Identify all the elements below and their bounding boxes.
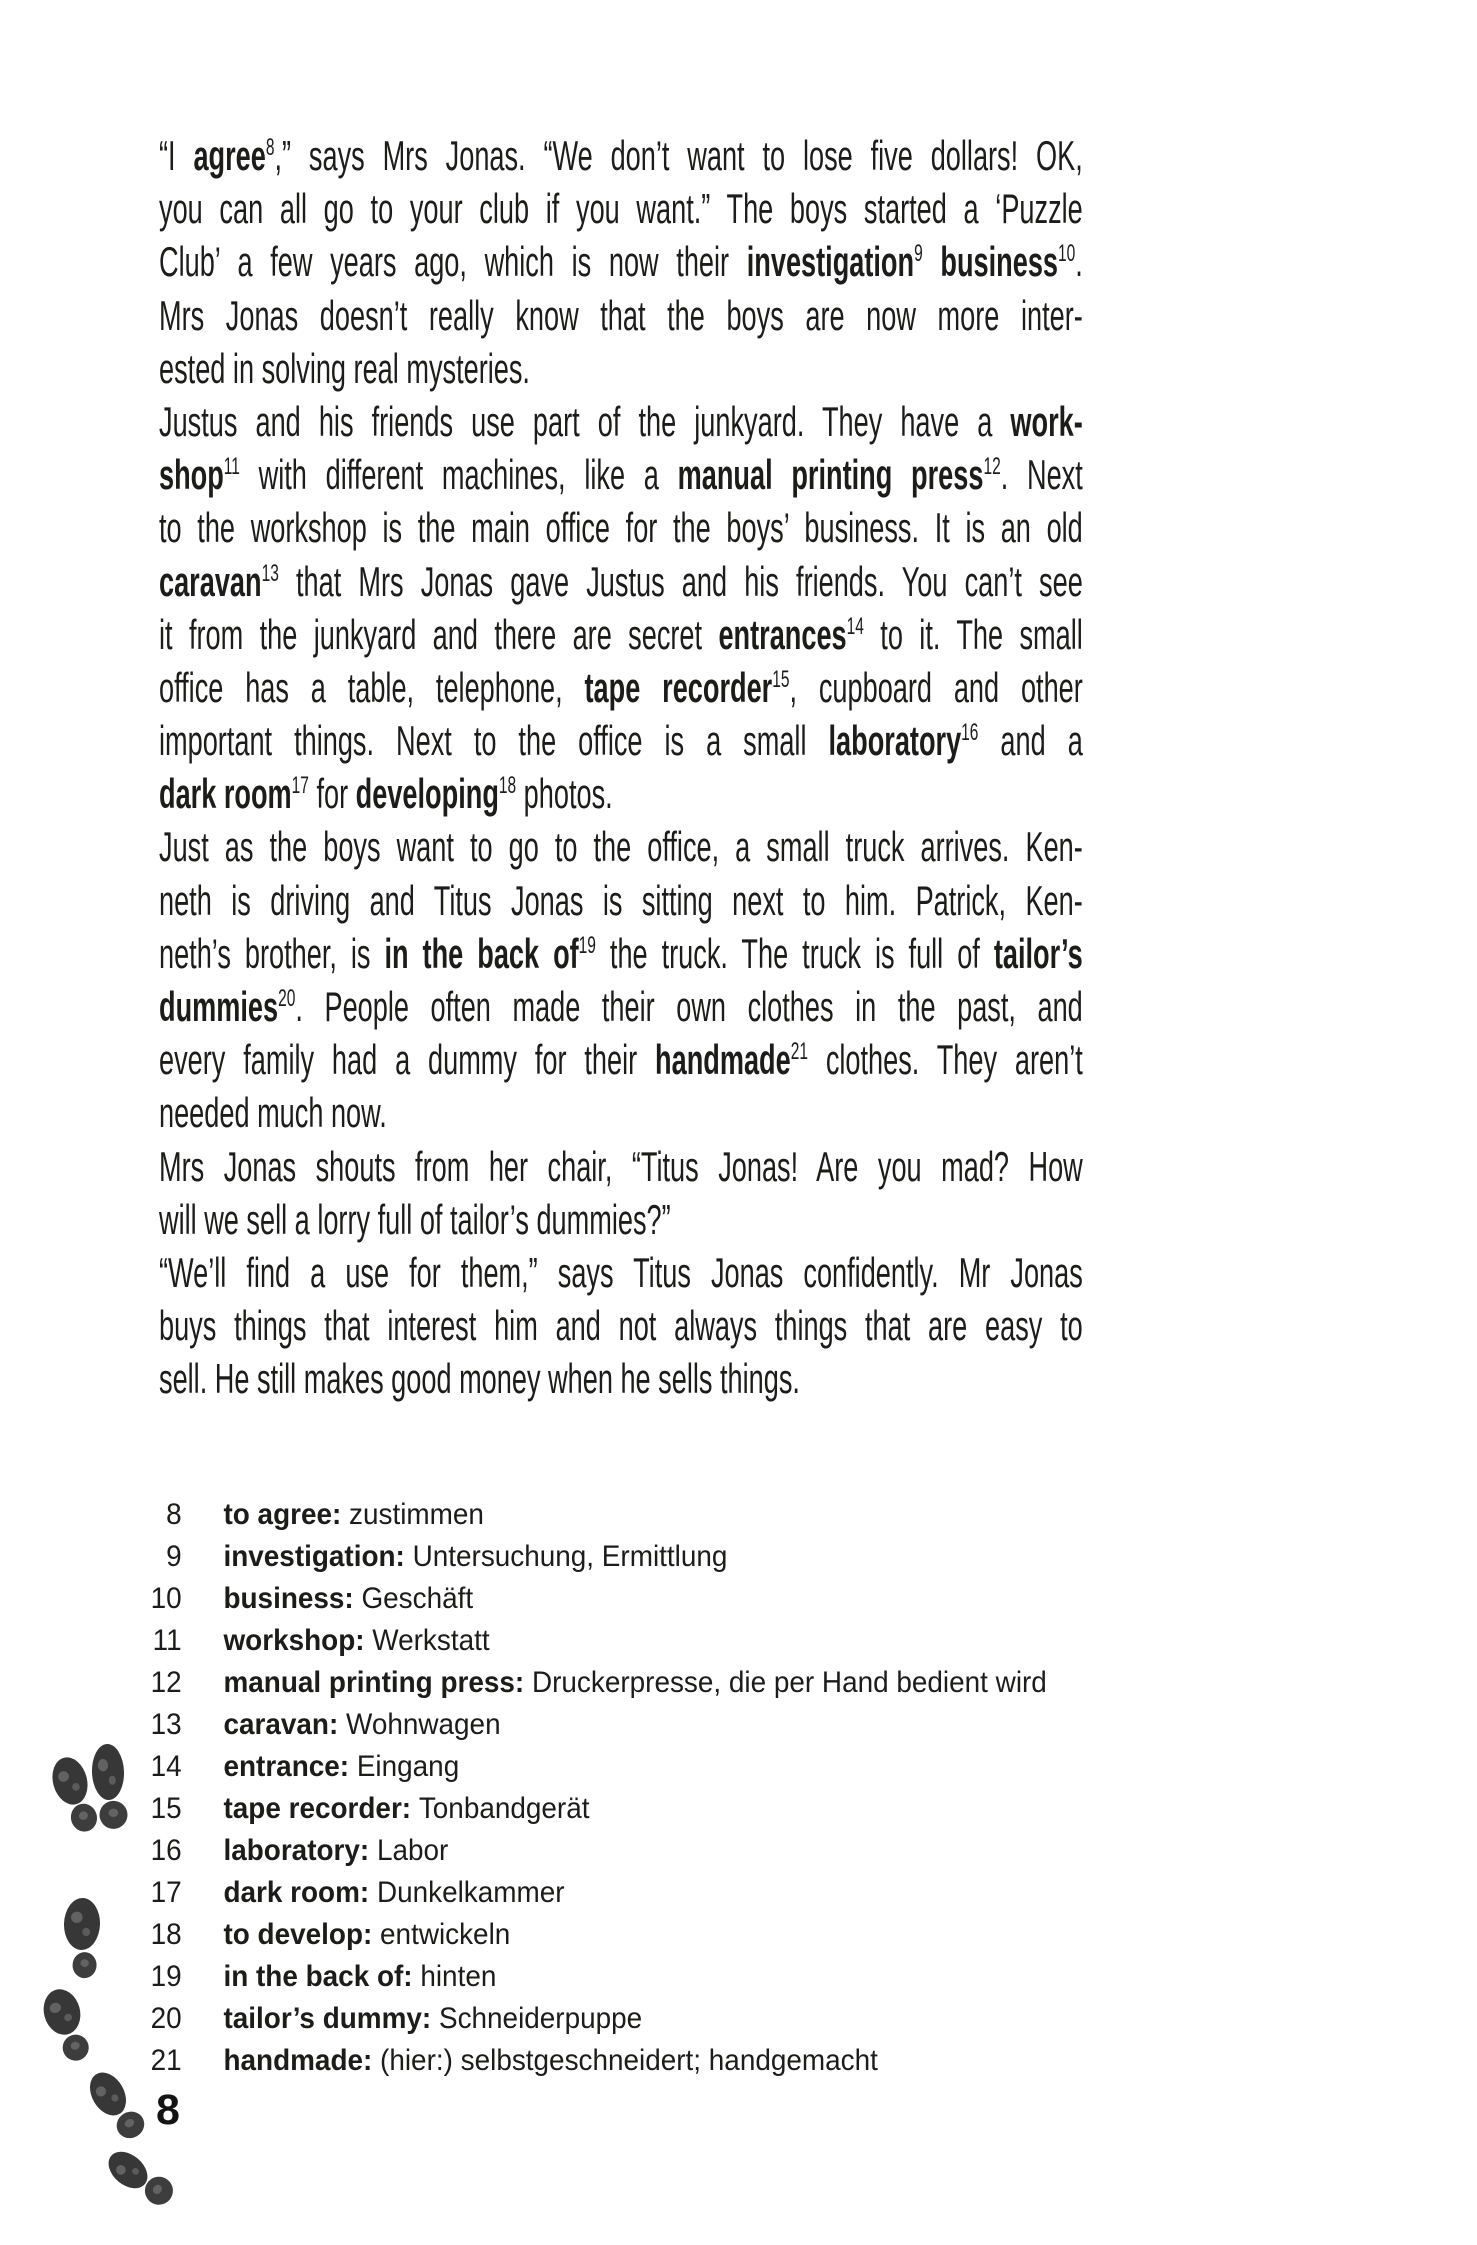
footnote-number: 12 xyxy=(150,1666,182,1699)
footnote-number: 16 xyxy=(150,1834,182,1867)
footprint-heel xyxy=(139,2171,178,2210)
text-line xyxy=(159,874,1083,927)
footnote-term: investigation: xyxy=(223,1540,413,1573)
text-line xyxy=(159,289,1083,342)
footnote-term: workshop: xyxy=(223,1624,373,1657)
footprint-texture xyxy=(151,2183,164,2196)
text-run: Club’ a few years ago, which is now their xyxy=(159,238,747,286)
footnote-row xyxy=(150,1536,1080,1578)
footnote-term: entrance: xyxy=(223,1750,357,1783)
footnote-row xyxy=(150,1830,1080,1872)
text-run: ested in solving real mysteries. xyxy=(159,344,530,392)
text-line xyxy=(159,342,1083,395)
footnote-ref: 8 xyxy=(265,134,275,161)
footprint-texture xyxy=(48,2001,62,2014)
footprint-texture xyxy=(71,1782,80,1791)
text-run: important things. Next to the office is a small xyxy=(159,717,829,765)
footnote-number: 10 xyxy=(150,1582,182,1615)
vocab-term: tape recorder xyxy=(584,663,773,711)
text-run: photos. xyxy=(516,770,613,818)
text-line xyxy=(159,927,1083,980)
vocab-term: agree xyxy=(193,132,266,179)
footnote-ref: 11 xyxy=(223,453,240,481)
text-run: the truck. The truck is full of xyxy=(595,929,994,977)
footprint-texture xyxy=(109,1776,116,1785)
text-line xyxy=(159,714,1083,767)
paragraph xyxy=(159,1246,1083,1406)
footnote-text xyxy=(223,1998,1080,2040)
vocab-term: tailor’s xyxy=(993,929,1083,977)
footprint-heel xyxy=(60,2032,92,2064)
footnote-row xyxy=(150,1746,1080,1788)
footprint-texture xyxy=(57,1770,70,1783)
footnote-text xyxy=(223,1620,1080,1662)
text-run: . People often made their own clothes in the past, and xyxy=(295,983,1083,1030)
footnote-definition: entwickeln xyxy=(380,1918,511,1951)
footnote-row xyxy=(150,1494,1080,1536)
footnote-row xyxy=(150,1788,1080,1830)
vocab-term: investigation xyxy=(746,238,915,286)
text-line xyxy=(159,608,1083,661)
footnote-text xyxy=(223,1536,1080,1578)
text-line xyxy=(159,980,1083,1033)
footnote-ref: 17 xyxy=(291,772,309,800)
vocab-term: developing xyxy=(355,770,499,818)
footprint-heel xyxy=(72,1952,97,1979)
text-run: buys things that interest him and not always things that are easy to xyxy=(159,1302,1083,1350)
footnote-definition: Schneiderpuppe xyxy=(438,2002,643,2035)
footnote-text xyxy=(223,1578,1080,1620)
footnote-term: in the back of: xyxy=(223,1960,421,1993)
text-line xyxy=(159,1086,1083,1139)
text-line xyxy=(159,820,1083,873)
footnote-definition: Druckerpresse, die per Hand bedient wird xyxy=(531,1666,1047,1699)
vocab-term: manual printing press xyxy=(677,451,984,499)
text-run: and a xyxy=(978,717,1083,765)
footnote-definition: Untersuchung, Ermittlung xyxy=(412,1540,728,1573)
page-number: 8 xyxy=(156,2086,180,2134)
footnote-text xyxy=(223,1830,1080,1872)
footnote-text xyxy=(223,2040,1080,2082)
text-run: . Next xyxy=(1000,451,1083,499)
footnote-ref: 12 xyxy=(983,453,1001,481)
text-run: ,” says Mrs Jonas. “We don’t want to lose five dollars! OK, xyxy=(274,132,1083,179)
footnote-definition: Geschäft xyxy=(361,1582,474,1615)
footnote-text xyxy=(223,1914,1080,1956)
footnote-text xyxy=(223,1494,1080,1536)
text-line xyxy=(159,501,1083,554)
footprint-texture xyxy=(63,2013,73,2022)
footprint-texture xyxy=(114,2163,128,2177)
text-line xyxy=(159,1140,1083,1193)
footprint-icon xyxy=(39,1985,93,2066)
text-run xyxy=(923,238,941,285)
footnote-term: dark room: xyxy=(223,1876,377,1909)
footnote-ref: 19 xyxy=(578,931,596,959)
footnote-number: 20 xyxy=(150,2002,182,2035)
text-line xyxy=(159,661,1083,714)
footnote-row xyxy=(150,1578,1080,1620)
footnote-number: 19 xyxy=(150,1960,182,1993)
footprint-texture xyxy=(131,2167,141,2177)
story-text xyxy=(159,129,1083,1406)
text-line xyxy=(159,1193,1083,1246)
footnote-row xyxy=(150,1872,1080,1914)
footprint-texture xyxy=(123,2117,135,2129)
footnote-definition: zustimmen xyxy=(349,1498,484,1531)
footnote-row xyxy=(150,1620,1080,1662)
text-line xyxy=(159,395,1083,448)
footnote-text xyxy=(223,1746,1080,1788)
text-line xyxy=(159,182,1083,235)
paragraph xyxy=(159,129,1083,395)
footnote-text xyxy=(223,1788,1080,1830)
footnote-text xyxy=(223,1704,1080,1746)
footnote-text xyxy=(223,1872,1080,1914)
footprint-texture xyxy=(110,2093,120,2103)
text-line xyxy=(159,1352,1083,1405)
footprint-icon xyxy=(102,2142,179,2214)
text-run: office has a table, telephone, xyxy=(159,663,585,711)
footnote-number: 14 xyxy=(150,1750,182,1783)
footprint-heel xyxy=(68,1801,100,1835)
footnote-ref: 9 xyxy=(914,240,923,268)
footnote-number: 18 xyxy=(150,1918,182,1951)
footnote-term: to develop: xyxy=(223,1918,381,1951)
text-run: Just as the boys want to go to the office, a small truck arrives. Ken- xyxy=(159,823,1083,871)
footnote-number: 8 xyxy=(166,1498,182,1531)
text-line xyxy=(159,1033,1083,1086)
footnote-row xyxy=(150,1998,1080,2040)
footnote-text xyxy=(223,1662,1080,1704)
footprint-icon xyxy=(83,2065,149,2146)
footnote-ref: 10 xyxy=(1057,240,1076,268)
footnote-ref: 21 xyxy=(790,1038,808,1066)
footprint-sole xyxy=(39,1985,86,2039)
text-run: neth’s brother, is xyxy=(159,929,385,977)
text-line xyxy=(159,235,1083,288)
footnote-number: 17 xyxy=(150,1876,182,1909)
vocab-term: handmade xyxy=(655,1036,791,1084)
footnote-term: laboratory: xyxy=(223,1834,377,1867)
footnote-term: manual printing press: xyxy=(223,1666,532,1699)
footnote-row xyxy=(150,1704,1080,1746)
paragraph xyxy=(159,1140,1083,1246)
vocab-term: entrances xyxy=(718,610,847,658)
footnote-number: 21 xyxy=(150,2044,182,2077)
vocab-term: shop xyxy=(159,451,224,499)
text-run: Mrs Jonas shouts from her chair, “Titus Jonas! Are you mad? How xyxy=(159,1142,1083,1190)
footnote-term: tailor’s dummy: xyxy=(223,2002,439,2035)
footprint-texture xyxy=(80,1959,89,1967)
footnote-definition: Eingang xyxy=(356,1750,460,1783)
text-run: every family had a dummy for their xyxy=(159,1036,656,1084)
footnote-ref: 15 xyxy=(772,665,790,693)
footnote-number: 13 xyxy=(150,1708,182,1741)
footnote-definition: Dunkelkammer xyxy=(376,1876,565,1909)
footnote-ref: 13 xyxy=(261,559,279,587)
vocab-term: business xyxy=(940,238,1058,286)
vocab-term: dummies xyxy=(159,983,279,1030)
footprint-texture xyxy=(78,1810,89,1820)
footnote-number: 15 xyxy=(150,1792,182,1825)
footnote-ref: 16 xyxy=(961,719,979,747)
vocab-term: caravan xyxy=(159,557,262,605)
paragraph xyxy=(159,395,1083,821)
footnote-number: 11 xyxy=(152,1624,182,1657)
text-run: . xyxy=(1075,238,1083,286)
text-line xyxy=(159,1299,1083,1352)
footnote-number: 9 xyxy=(166,1540,182,1573)
vocab-term: laboratory xyxy=(828,717,962,765)
footprint-texture xyxy=(108,1808,118,1817)
footnote-term: caravan: xyxy=(223,1708,346,1741)
footnote-term: handmade: xyxy=(223,2044,381,2077)
text-run: for xyxy=(308,770,356,818)
text-line xyxy=(159,1246,1083,1299)
footprint-sole xyxy=(83,2066,134,2122)
text-run: “I xyxy=(159,132,194,179)
text-line xyxy=(159,555,1083,608)
footnotes-section xyxy=(150,1494,1080,2082)
footprint-sole xyxy=(47,1753,92,1808)
footprint-icon xyxy=(62,1897,101,1978)
footnote-ref: 20 xyxy=(278,985,296,1012)
footprint-texture xyxy=(70,2041,81,2051)
footprint-texture xyxy=(98,1759,109,1772)
footprint-heel xyxy=(112,2107,149,2144)
text-run: neth is driving and Titus Jonas is sitting next to him. Patrick, Ken- xyxy=(159,876,1083,924)
text-run: with different machines, like a xyxy=(239,451,678,499)
footnote-definition: Labor xyxy=(376,1834,449,1867)
footprint-texture xyxy=(71,1911,83,1923)
footnote-row xyxy=(150,2040,1080,2082)
footprint-sole xyxy=(63,1897,101,1950)
footnote-row xyxy=(150,1914,1080,1956)
footprint-icon xyxy=(47,1753,100,1836)
footnote-term: to agree: xyxy=(223,1498,350,1531)
footnote-ref: 18 xyxy=(498,772,517,800)
footnote-row xyxy=(150,1956,1080,1998)
text-line xyxy=(159,767,1083,820)
text-run: “We’ll find a use for them,” says Titus Jonas confidently. Mr Jonas xyxy=(159,1248,1083,1296)
text-run: you can all go to your club if you want.” The boys started a ‘Puzzle xyxy=(159,185,1083,233)
text-run: Mrs Jonas doesn’t really know that the boys are now more inter- xyxy=(159,291,1083,339)
footnote-definition: (hier:) selbstgeschneidert; handgemacht xyxy=(380,2044,878,2077)
text-line xyxy=(159,129,1083,182)
vocab-term: dark room xyxy=(159,770,292,818)
text-run: clothes. They aren’t xyxy=(807,1036,1083,1084)
footnote-definition: Tonbandgerät xyxy=(418,1792,590,1825)
footprint-texture xyxy=(94,2084,108,2098)
text-run: needed much now. xyxy=(159,1089,387,1137)
footprint-icon xyxy=(91,1743,128,1829)
text-run: will we sell a lorry full of tailor’s dummies?” xyxy=(159,1195,671,1243)
footprint-texture xyxy=(82,1928,90,1937)
footprint-sole xyxy=(102,2144,155,2195)
text-line xyxy=(159,448,1083,501)
text-run: Justus and his friends use part of the junkyard. They have a xyxy=(159,397,1011,445)
text-run: sell. He still makes good money when he sells things. xyxy=(159,1355,800,1403)
text-run: , cupboard and other xyxy=(789,663,1083,711)
footnote-definition: Wohnwagen xyxy=(345,1708,501,1741)
text-run: it from the junkyard and there are secret xyxy=(159,610,719,658)
footnote-term: business: xyxy=(223,1582,362,1615)
footnote-definition: Werkstatt xyxy=(372,1624,490,1657)
text-run: that Mrs Jonas gave Justus and his friends. You can’t see xyxy=(278,557,1083,605)
vocab-term: work- xyxy=(1010,397,1083,445)
footprint-sole xyxy=(91,1743,125,1800)
footnote-row xyxy=(150,1662,1080,1704)
footprint-heel xyxy=(99,1800,128,1829)
footnote-text xyxy=(223,1956,1080,1998)
paragraph xyxy=(159,820,1083,1139)
vocab-term: in the back of xyxy=(384,929,579,977)
footnote-definition: hinten xyxy=(420,1960,497,1993)
footnote-ref: 14 xyxy=(846,612,864,640)
footnote-term: tape recorder: xyxy=(223,1792,419,1825)
text-run: to the workshop is the main office for the boys’ business. It is an old xyxy=(159,504,1083,552)
text-run: to it. The small xyxy=(863,610,1083,658)
